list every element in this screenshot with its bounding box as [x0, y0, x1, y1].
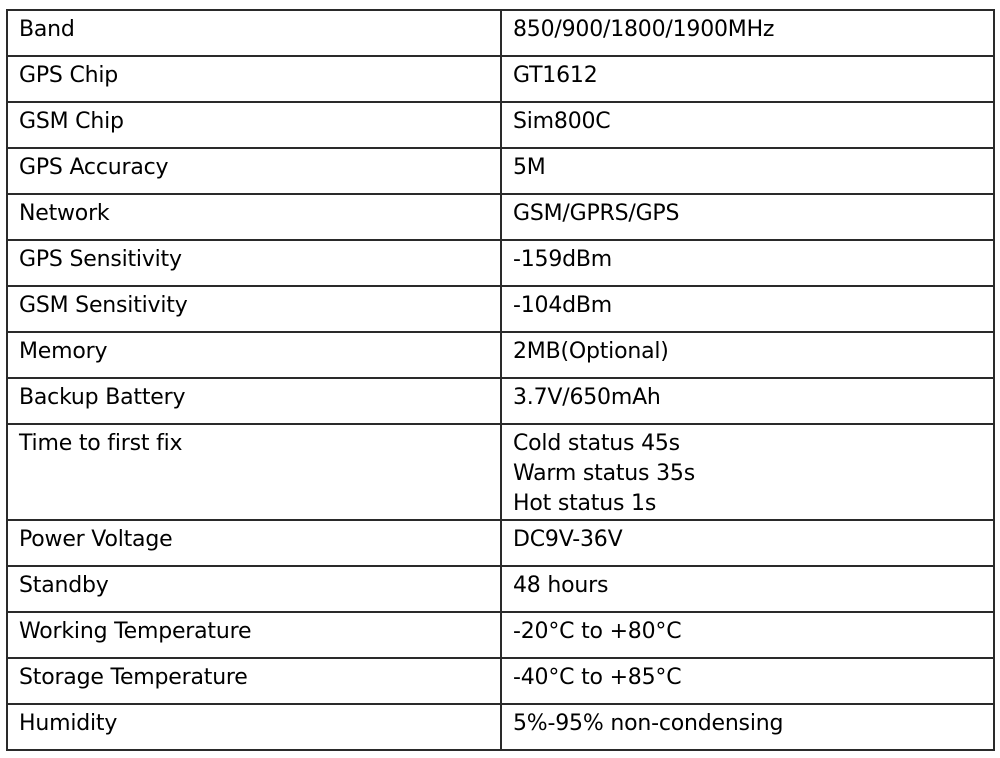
spec-label: Standby	[7, 566, 501, 612]
spec-label: Backup Battery	[7, 378, 501, 424]
spec-value: -20°C to +80°C	[501, 612, 994, 658]
value-line-hot: Hot status 1s	[513, 491, 657, 516]
spec-row-humidity	[7, 704, 994, 750]
spec-row-standby	[7, 566, 994, 612]
spec-row-time-to-first-fix	[7, 424, 994, 520]
spec-row-power-voltage	[7, 520, 994, 566]
spec-value: -40°C to +85°C	[501, 658, 994, 704]
spec-label: Memory	[7, 332, 501, 378]
spec-row-storage-temperature	[7, 658, 994, 704]
spec-label: GSM Chip	[7, 102, 501, 148]
value-line-warm: Warm status 35s	[513, 461, 695, 486]
spec-row-network	[7, 194, 994, 240]
spec-row-gps-chip	[7, 56, 994, 102]
value-line-cold: Cold status 45s	[513, 431, 680, 456]
spec-row-backup-battery	[7, 378, 994, 424]
spec-label: Humidity	[7, 704, 501, 750]
spec-row-memory	[7, 332, 994, 378]
spec-value: 2MB(Optional)	[501, 332, 994, 378]
spec-label: GSM Sensitivity	[7, 286, 501, 332]
spec-label: Storage Temperature	[7, 658, 501, 704]
spec-value: 850/900/1800/1900MHz	[501, 10, 994, 56]
spec-label: Network	[7, 194, 501, 240]
spec-row-gps-accuracy	[7, 148, 994, 194]
spec-label: GPS Sensitivity	[7, 240, 501, 286]
spec-value: 5%-95% non-condensing	[501, 704, 994, 750]
spec-row-gsm-chip	[7, 102, 994, 148]
spec-label: Power Voltage	[7, 520, 501, 566]
spec-label: Time to first fix	[7, 424, 501, 520]
spec-label: Working Temperature	[7, 612, 501, 658]
spec-label: GPS Accuracy	[7, 148, 501, 194]
spec-table	[6, 9, 995, 751]
spec-value: -104dBm	[501, 286, 994, 332]
spec-value: 5M	[501, 148, 994, 194]
spec-value: Sim800C	[501, 102, 994, 148]
spec-row-band	[7, 10, 994, 56]
spec-value	[501, 424, 994, 520]
spec-row-gsm-sensitivity	[7, 286, 994, 332]
spec-value: -159dBm	[501, 240, 994, 286]
spec-label: Band	[7, 10, 501, 56]
spec-value: DC9V-36V	[501, 520, 994, 566]
spec-value: GT1612	[501, 56, 994, 102]
spec-row-working-temperature	[7, 612, 994, 658]
spec-value: GSM/GPRS/GPS	[501, 194, 994, 240]
spec-table-body	[7, 10, 994, 750]
spec-label: GPS Chip	[7, 56, 501, 102]
spec-value: 3.7V/650mAh	[501, 378, 994, 424]
spec-value: 48 hours	[501, 566, 994, 612]
spec-row-gps-sensitivity	[7, 240, 994, 286]
